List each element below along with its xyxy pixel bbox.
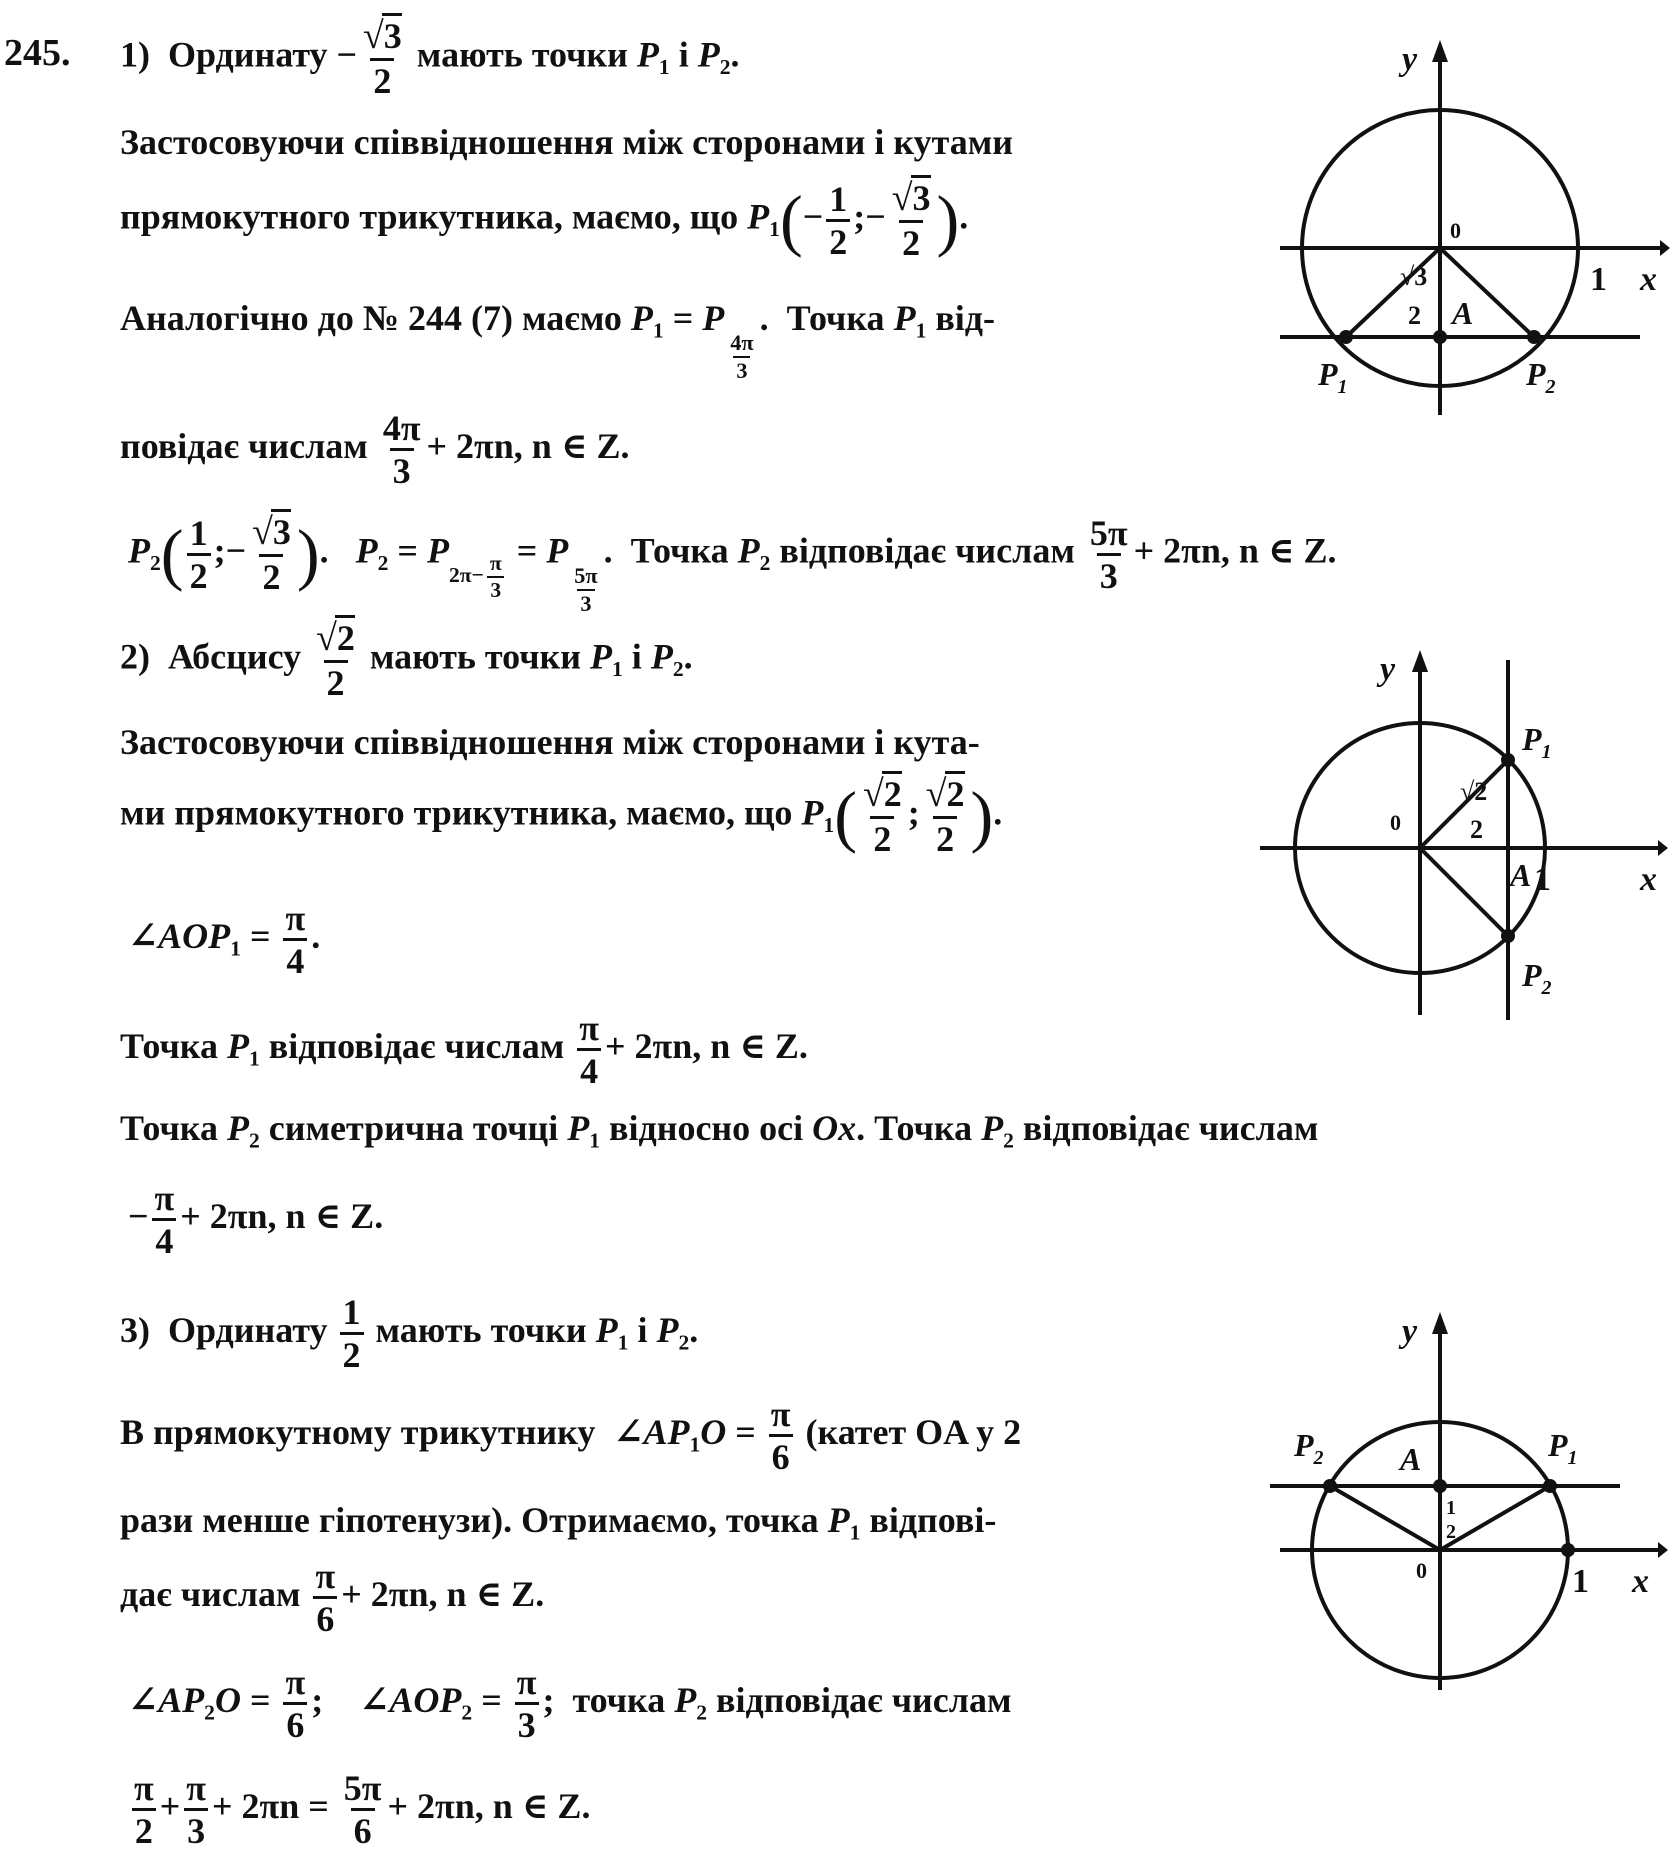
radicand: 2: [945, 771, 965, 814]
p1-line2: Застосовуючи співвідношення між сторонами і кутами: [120, 122, 1014, 162]
text: В прямокутному трикутнику: [120, 1411, 596, 1452]
point-p: P: [636, 34, 659, 75]
numerator: π: [489, 550, 502, 575]
denominator: 3: [487, 576, 504, 602]
sub: 2: [204, 1700, 215, 1725]
p2-label: $P_2$: [1294, 1427, 1324, 1469]
denominator: 2: [870, 816, 894, 857]
plus: +: [159, 1785, 181, 1826]
text: і: [637, 1309, 648, 1350]
sub: 1: [823, 813, 835, 838]
p3-line3: [120, 1502, 996, 1544]
half-num-label: 1: [1446, 1497, 1456, 1519]
fraction: [183, 1770, 209, 1849]
axis-ox: Ox: [812, 1108, 857, 1148]
fraction: [131, 1770, 157, 1849]
text: відповідає числам: [716, 1679, 1012, 1720]
text: мають точки: [369, 636, 581, 677]
point-p: P: [650, 636, 673, 677]
sub: 1: [612, 657, 623, 682]
x-arrow-icon: [1658, 1542, 1668, 1558]
denominator: 6: [769, 1434, 793, 1475]
tail: + 2πn, n ∈ Z.: [1133, 530, 1337, 571]
denominator: 6: [351, 1808, 375, 1849]
radius-op2: [1330, 1486, 1440, 1550]
origin-label: 0: [1416, 1558, 1427, 1583]
point-a: [1433, 1479, 1447, 1493]
text: Ординату: [168, 34, 328, 75]
point-p: P: [801, 792, 824, 833]
subscript-fraction: [727, 332, 756, 383]
denominator: 3: [577, 589, 594, 615]
equals: =: [249, 1679, 271, 1720]
numerator: 1: [189, 512, 208, 553]
p1-line4: Аналогічно до № 244 (7) маємо $P_1 = P$ $\frac{4\pi}{3}$ . Точка $P_1$ від-: [120, 298, 996, 384]
equals: =: [481, 1679, 502, 1720]
point-p: P: [546, 530, 569, 571]
paren: (: [834, 778, 857, 855]
point-p: P: [226, 1108, 249, 1148]
fraction: [340, 1294, 364, 1373]
equals: =: [516, 530, 538, 571]
point-p: P: [426, 530, 449, 571]
sub: 1: [689, 1432, 701, 1457]
p2-line4: $\angle AOP_1$ = $\frac{\pi}{4}$ .: [128, 898, 321, 981]
text: прямокутного трикутника, маємо, що: [120, 196, 739, 237]
sqrt2-label: √2: [1460, 777, 1488, 806]
denominator: 4: [577, 1048, 601, 1089]
sub: 2: [759, 551, 771, 576]
denominator: 2: [187, 553, 211, 594]
denominator: 2: [370, 58, 394, 99]
sub: 2: [678, 1330, 690, 1355]
fraction: [313, 1558, 339, 1637]
equals: =: [735, 1411, 756, 1452]
half-den-label: 2: [1446, 1521, 1456, 1543]
numerator: π: [285, 898, 306, 938]
radius-op2: [1420, 848, 1508, 936]
sep: ;: [853, 196, 866, 237]
denominator: 3: [184, 1808, 208, 1849]
text: Абсцису: [168, 636, 302, 677]
fraction: [282, 1664, 308, 1743]
radicand: 3: [271, 509, 291, 552]
text: від-: [935, 298, 996, 338]
point-p: P: [656, 1309, 679, 1350]
y-label: y: [1402, 41, 1418, 78]
denominator: 3: [390, 448, 414, 489]
sep: ;: [907, 792, 920, 833]
tail: + 2πn, n ∈ Z.: [341, 1573, 545, 1614]
point-p: P: [590, 636, 612, 677]
numerator: π: [579, 1008, 599, 1048]
semicolon: ;: [311, 1679, 324, 1720]
angle: ∠AOP: [128, 915, 231, 956]
x-label: x: [1640, 861, 1657, 898]
p1-line6: $P_2$( $\frac{1}{2}$ ;− $\frac{√3}{2}$ ). $P_2 = P_{2\pi- \frac{\pi}{3}}$ = P $\frac{5\pi}{3}$ . Точка $P_2$ відповідає числам $\frac{5\pi}{3}$ + 2πn, n ∈ Z.: [128, 511, 1337, 617]
p2-line2: Застосовуючи співвідношення між сторонами і кута-: [120, 722, 980, 762]
numerator: 4π: [730, 330, 754, 356]
text: Точка: [120, 1025, 218, 1066]
unit-circle-figure-3: [1260, 1310, 1670, 1700]
numerator: π: [516, 1662, 537, 1702]
fraction: [514, 1664, 540, 1743]
part2-marker: 2): [120, 636, 150, 677]
tail: + 2πn, n ∈ Z.: [180, 1195, 384, 1236]
denominator: 2: [132, 1808, 156, 1849]
a-label: A: [1510, 857, 1532, 893]
half-den-label: 2: [1470, 815, 1483, 844]
problem-number: 245.: [4, 32, 71, 74]
numerator: 5π: [1089, 512, 1128, 553]
p2-line3: ми прямокутного трикутника, маємо, що $P_1$( $\frac{√2}{2}$ ; $\frac{√2}{2}$ ).: [120, 773, 1003, 859]
equals: =: [397, 530, 418, 571]
minus: −: [802, 196, 824, 237]
text: відповідає числам: [779, 530, 1075, 571]
unit-circle-figure-1: [1260, 40, 1670, 420]
radicand: 2: [882, 771, 902, 814]
radicand: 3: [911, 175, 931, 218]
denominator: 4: [283, 938, 307, 979]
fraction: [380, 410, 424, 489]
part1-marker: 1): [120, 34, 150, 75]
text: Точка: [786, 298, 885, 338]
point-p: P: [226, 1025, 249, 1066]
text: рази менше гіпотенузи). Отримаємо, точка: [120, 1500, 819, 1540]
p1-label: $P_1$: [1522, 721, 1552, 763]
sub: 2: [461, 1700, 473, 1725]
denominator: 4: [152, 1218, 176, 1259]
y-arrow-icon: [1432, 40, 1448, 62]
text: і: [631, 636, 642, 677]
p3-line2: [120, 1396, 1021, 1475]
radius-op1: [1440, 1486, 1550, 1550]
text: дає числам: [120, 1573, 301, 1614]
x-arrow-icon: [1658, 840, 1668, 856]
point-p: P: [355, 530, 378, 571]
text: мають точки: [416, 34, 628, 75]
point-p: P: [595, 1309, 618, 1350]
sub: 1: [658, 55, 670, 80]
text: точка: [572, 1679, 666, 1720]
sep: ;: [213, 530, 226, 571]
minus: −: [865, 196, 886, 237]
text: Ординату: [168, 1309, 328, 1350]
text: відносно осі: [609, 1108, 804, 1148]
sub: 1: [652, 318, 664, 343]
paren: (: [779, 182, 803, 259]
numerator: π: [285, 1662, 306, 1702]
angle: ∠AP: [613, 1411, 690, 1452]
part3-marker: 3): [120, 1309, 150, 1350]
numerator: 1: [342, 1292, 361, 1332]
half-den-label: 2: [1408, 301, 1421, 330]
fraction: [187, 512, 211, 596]
point-p1: [1501, 753, 1515, 767]
p3-line1: 3) Ординату $\frac{1}{2}$ мають точки $P_1$ і $P_2$.: [120, 1292, 699, 1375]
denominator: 3: [733, 356, 750, 382]
semicolon: ;: [542, 1679, 555, 1720]
equals: =: [672, 298, 694, 338]
p2-line1: 2) Абсцису $\frac{√2}{2}$ мають точки $P_1$ і $P_2$.: [120, 617, 693, 703]
sub: 2: [719, 55, 731, 80]
denominator: 6: [313, 1596, 337, 1637]
denominator: 3: [1097, 553, 1121, 594]
point-o: O: [700, 1411, 727, 1452]
p3-line5: [128, 1664, 1011, 1743]
y-arrow-icon: [1412, 650, 1428, 672]
angle: ∠AOP: [359, 1679, 462, 1720]
point-p: P: [674, 1679, 697, 1720]
p3-line6: [128, 1770, 590, 1849]
sub: 2: [696, 1700, 708, 1725]
text: (катет OA у 2: [805, 1411, 1022, 1452]
point-p: P: [697, 34, 720, 75]
fraction: $\frac{√3}{2}$: [252, 511, 291, 597]
one-label: 1: [1590, 261, 1607, 298]
fraction: $\frac{√2}{2}$: [316, 617, 355, 703]
text: відпові-: [869, 1500, 997, 1540]
denominator: 2: [259, 554, 283, 595]
paren: ): [296, 516, 320, 593]
tail: + 2πn, n ∈ Z.: [604, 1025, 808, 1066]
denominator: 6: [283, 1702, 307, 1743]
p2-line7: [128, 1180, 383, 1259]
sub: 1: [769, 217, 780, 242]
sub: 2: [1003, 1128, 1014, 1153]
fraction: [152, 1180, 178, 1259]
p2-label: $P_2$: [1522, 957, 1552, 999]
sub: 1: [230, 936, 241, 961]
denominator: 2: [899, 220, 923, 261]
text: і: [678, 34, 689, 75]
sub: 2: [150, 551, 161, 576]
denominator: 2: [340, 1332, 364, 1373]
point-p: P: [893, 298, 916, 338]
p1-line5: [120, 410, 630, 489]
subscript-fraction: [571, 562, 600, 617]
numerator: π: [154, 1178, 175, 1218]
sub: 1: [248, 1046, 260, 1071]
point-p: P: [702, 298, 725, 338]
text: ми прямокутного трикутника, маємо, що: [120, 792, 793, 833]
one-label: 1: [1572, 1563, 1589, 1600]
minus: −: [225, 530, 247, 571]
text: Аналогічно до № 244 (7) маємо: [120, 298, 622, 338]
p2-line6: [120, 1110, 1318, 1152]
p1-label: $P_1$: [1318, 356, 1348, 398]
minus: −: [128, 1195, 149, 1236]
point-p: P: [827, 1500, 850, 1540]
fraction: [282, 900, 308, 979]
sub: 1: [589, 1128, 601, 1153]
y-label: y: [1402, 1313, 1418, 1350]
x-label: x: [1632, 1563, 1649, 1600]
unit-circle-figure-2: [1260, 650, 1670, 1030]
sub: 2: [248, 1128, 260, 1153]
fraction: $\frac{√2}{2}$: [863, 773, 902, 859]
radicand: 3: [382, 13, 402, 56]
point-p2: [1501, 929, 1515, 943]
text: відповідає числам: [1022, 1108, 1319, 1148]
fraction: $\frac{√3}{2}$: [363, 15, 402, 101]
numerator: 5π: [343, 1768, 382, 1808]
point-p1: [1339, 330, 1353, 344]
numerator: π: [770, 1394, 791, 1434]
tail: + 2πn, n ∈ Z.: [426, 425, 630, 466]
point-one: [1561, 1543, 1575, 1557]
fraction: [826, 178, 850, 262]
p1-line1: 1) Ординату − $\frac{√3}{2}$ мають точки $P_1$ і $P_2$.: [120, 15, 740, 101]
text: . Точка: [856, 1108, 973, 1148]
p3-line4: [120, 1558, 544, 1637]
p2-label: $P_2$: [1526, 356, 1556, 398]
point-p1: [1543, 1479, 1557, 1493]
tail: + 2πn, n ∈ Z.: [387, 1785, 591, 1826]
denominator: 2: [826, 219, 850, 260]
text: симетрична точці: [268, 1108, 559, 1148]
numerator: 4π: [382, 408, 421, 448]
a-label: A: [1452, 295, 1474, 331]
text: відповідає числам: [268, 1025, 565, 1066]
fraction: [487, 550, 505, 603]
point-p2: [1527, 330, 1541, 344]
sub: 1: [849, 1520, 861, 1545]
origin-label: 0: [1390, 810, 1401, 835]
point-p: P: [128, 530, 150, 571]
point-p: P: [567, 1108, 590, 1148]
numerator: π: [186, 1768, 206, 1808]
fraction: $\frac{√3}{2}$: [891, 177, 931, 263]
point-a: [1433, 330, 1447, 344]
point-p: P: [981, 1108, 1004, 1148]
point-o: O: [214, 1679, 241, 1720]
paren: (: [160, 516, 184, 593]
y-arrow-icon: [1432, 1312, 1448, 1334]
point-p2: [1323, 1479, 1337, 1493]
point-p: P: [747, 196, 770, 237]
p1-line3: прямокутного трикутника, маємо, що $P_1(-$ $\frac{1}{2}$ ;− $\frac{√3}{2}$ ).: [120, 177, 969, 263]
fraction: [341, 1770, 385, 1849]
sub: 2: [672, 657, 684, 682]
point-p: P: [630, 298, 653, 338]
paren: ): [936, 182, 960, 259]
text: повідає числам: [120, 425, 368, 466]
y-label: y: [1380, 651, 1396, 688]
numerator: π: [315, 1556, 336, 1596]
text: 2π−: [448, 563, 484, 588]
eq-mid: + 2πn =: [211, 1785, 329, 1826]
denominator: 2: [933, 816, 957, 857]
denominator: 2: [324, 660, 348, 701]
equals: =: [249, 915, 271, 956]
fraction: [768, 1396, 794, 1475]
origin-label: 0: [1450, 218, 1461, 243]
text: Точка: [630, 530, 729, 571]
numerator: 5π: [574, 562, 598, 588]
angle: ∠AP: [128, 1679, 205, 1720]
numerator: 1: [829, 178, 848, 219]
fraction: $\frac{√2}{2}$: [925, 773, 965, 859]
text: Точка: [120, 1108, 218, 1148]
fraction: [576, 1010, 602, 1089]
numerator: π: [134, 1768, 154, 1808]
one-label: 1: [1534, 861, 1551, 898]
x-label: x: [1640, 261, 1657, 298]
sqrt3-label: √3: [1400, 262, 1428, 291]
p1-label: $P_1$: [1548, 1427, 1578, 1469]
sub: 2: [377, 551, 389, 576]
text: мають точки: [375, 1309, 587, 1350]
denominator: 3: [515, 1702, 539, 1743]
sub: 1: [617, 1330, 629, 1355]
fraction: [1087, 512, 1131, 596]
subscript-expr: [448, 550, 508, 603]
paren: ): [970, 778, 994, 855]
sub: 1: [915, 318, 927, 343]
a-label: A: [1400, 1441, 1422, 1477]
radicand: 2: [335, 615, 355, 658]
minus: −: [336, 34, 358, 75]
p2-line5: [120, 1010, 808, 1089]
point-p: P: [737, 530, 760, 571]
x-arrow-icon: [1660, 240, 1670, 256]
